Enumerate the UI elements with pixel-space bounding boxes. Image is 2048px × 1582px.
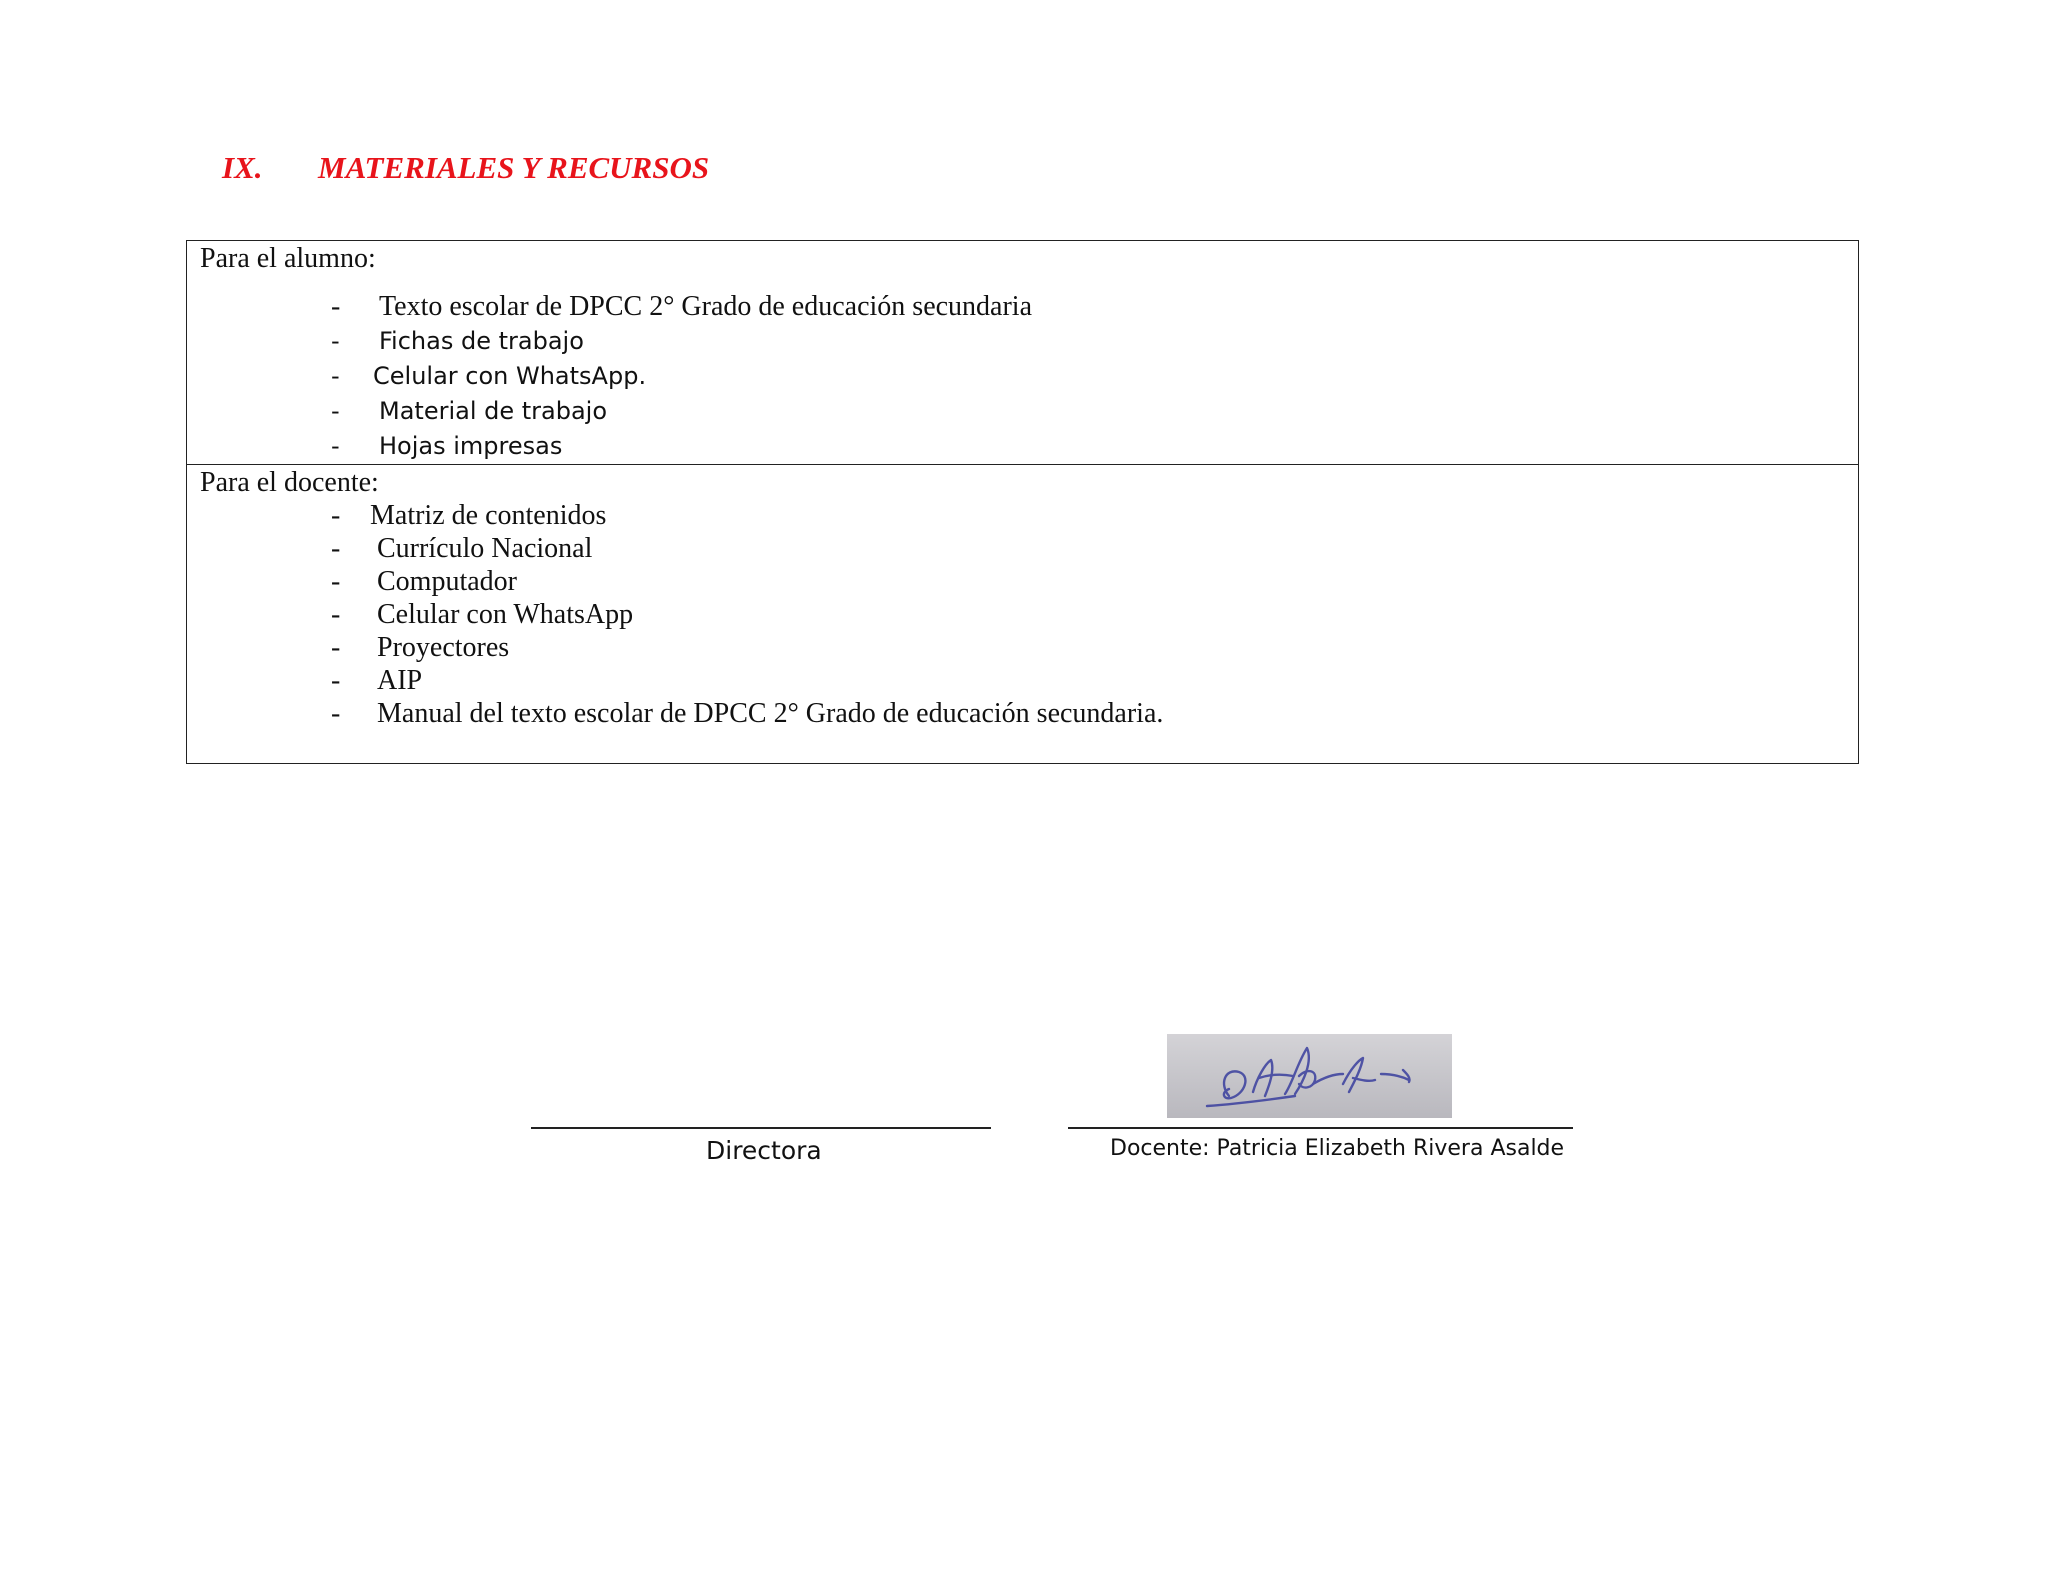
list-item-text: Celular con WhatsApp. — [373, 362, 647, 390]
list-marker: - — [331, 500, 341, 531]
list-item-text: Hojas impresas — [379, 432, 563, 460]
list-item-text: Fichas de trabajo — [379, 327, 584, 355]
signature-image — [1167, 1034, 1452, 1118]
list-marker: - — [331, 533, 341, 564]
list-marker: - — [331, 665, 341, 696]
handwritten-signature — [1167, 1034, 1452, 1118]
section-heading — [222, 150, 709, 186]
list-item-text: Proyectores — [377, 632, 510, 663]
student-label: Para el alumno: — [200, 243, 376, 274]
list-item-text: Manual del texto escolar de DPCC 2° Grado de educación secundaria. — [377, 698, 1164, 729]
list-marker: - — [331, 632, 341, 663]
list-item-text: AIP — [377, 665, 423, 696]
list-item-text: Matriz de contenidos — [370, 500, 607, 531]
list-marker: - — [331, 362, 340, 390]
list-item-text: Currículo Nacional — [377, 533, 593, 564]
list-marker: - — [331, 432, 340, 460]
section-number: IX. — [222, 150, 263, 185]
list-item-text: Texto escolar de DPCC 2° Grado de educación secundaria — [379, 291, 1033, 322]
list-marker: - — [331, 327, 340, 355]
list-item-text: Material de trabajo — [379, 397, 608, 425]
director-signature-line — [531, 1127, 991, 1129]
teacher-label: Para el docente: — [200, 467, 379, 498]
section-title: MATERIALES Y RECURSOS — [318, 150, 710, 185]
list-marker: - — [331, 698, 341, 729]
list-marker: - — [331, 291, 341, 322]
list-item-text: Computador — [377, 566, 517, 597]
teacher-signature-line — [1068, 1127, 1573, 1129]
list-item-text: Celular con WhatsApp — [377, 599, 634, 630]
box-divider — [187, 464, 1858, 465]
list-marker: - — [331, 566, 341, 597]
materials-box — [186, 240, 1859, 764]
director-label: Directora — [706, 1136, 822, 1165]
teacher-label: Docente: Patricia Elizabeth Rivera Asalde — [1110, 1136, 1565, 1161]
list-marker: - — [331, 397, 340, 425]
list-marker: - — [331, 599, 341, 630]
